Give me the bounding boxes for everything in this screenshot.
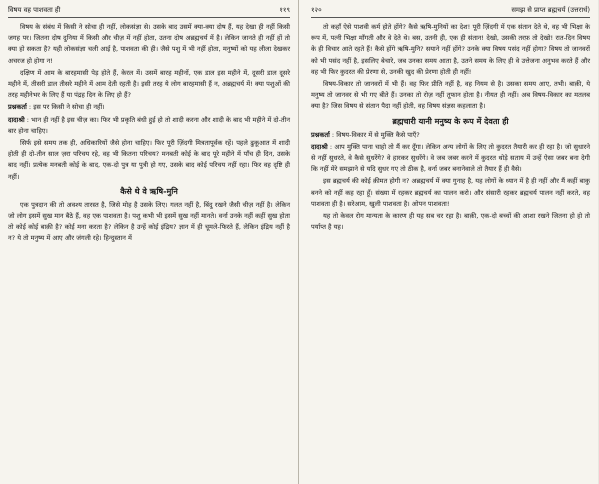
speaker-colon: : (26, 103, 34, 112)
left-page (0, 0, 299, 484)
speaker-label: दादाश्री (8, 115, 25, 124)
dialogue-paragraph (311, 130, 590, 141)
left-header-title: विषय वह पाशवता ही (8, 6, 61, 14)
right-page-header (311, 6, 590, 18)
body-paragraph: विषय-विकार तो जानवरों में भी हैं। वह फिर प्रीति नहीं है, वह नियम से है। उसका समय आए, तभी। बाक़ी, ये मनुष्य तो जानवर से भी गए बीते हैं। उनका तो रोज़ नहीं तूफान होता है। नीयत ही नहीं। अब विषय-विकार का मतलब क्या है? जिस विषय से संतान पैदा नहीं होती, वह विषय संज्ञस कहलाता है। (311, 80, 590, 111)
dialogue-text: इस पर किसी ने सोचा ही नहीं। (33, 103, 105, 112)
left-page-body (8, 22, 290, 245)
dialogue-paragraph (311, 142, 590, 176)
right-header-title: समझ से प्राप्त ब्रह्मचर्य (उत्तरार्ध) (511, 6, 590, 14)
speaker-label: दादाश्री (311, 142, 328, 151)
speaker-label: प्रश्नकर्ता (311, 130, 330, 139)
body-paragraph: विषय के संबंध में किसी ने सोचा ही नहीं, लोकसंज्ञा से। उसके बाद उसमें क्या-क्या दोष हैं, यह देखा ही नहीं किसी जगह पर। जितना दोष दुनिया में किसी और चीज़ में नहीं होता, उतना दोष अब्रह्मचर्य में है। लेकिन जानते ही नहीं हों तो क्या हो सकता है? यही लोकसंज्ञा चली आई है, पाशवता की ही। जैसे पशु में भी नहीं होता, मनुष्यों को यह लीला देखकर अचरज हो होगा न! (8, 23, 290, 65)
dialogue-paragraph (8, 102, 290, 113)
body-paragraph: तो कहाँ ऐसे पाशवी कर्म होते होंगे? कैसे ऋषि-मुनियों का देश! पूरी ज़िंदगी में एक संतान देते थे, वह भी भिक्षा के रूप में, पत्नी भिक्षा माँगती और वे देते थे। बस, उतनी ही, एक ही संतान! देखो, उसकी तरफ़ तो देखो! रात-दिन विषय के ही विचार आते रहते हैं! कैसे होंगे ऋषि-मुनि? सयाने नहीं होंगे? उनके क्या विषय पसंद नहीं होगा? विषय तो जानवरों को भी पसंद नहीं है, इसलिए बेचारे, जब उनका समय आता है, उतने समय के लिए ही वे उत्तेजना अनुभव करते हैं और वह भी फिर कुदरत की प्रेरणा से, उनकी खुद की प्रेरणा होती ही नहीं! (311, 23, 590, 76)
right-page-body (311, 22, 590, 233)
speaker-colon: : (24, 115, 32, 124)
speaker-colon: : (329, 130, 337, 139)
body-paragraph: दक्षिण में आम के बारहमासी पेड़ होते हैं, केरल में। उसमें बारह महीनों, एक डाल इस महीने में, दूसरी डाल दूसरे महीने में, तीसरी डाल तीसरे महीने में आम देती रहती है। इसी तरह ये लोग बारहमासी हैं न, अब्रह्मचर्य में! क्या पशुओं की तरह महीनेभर के लिए हैं या पंद्रह दिन के लिए हो हैं? (8, 68, 290, 100)
section-heading: कैसे थे वे ऋषि-मुनि (120, 186, 178, 196)
right-page-number: १२० (311, 6, 322, 14)
dialogue-paragraph (8, 115, 290, 137)
body-paragraph: इस ब्रह्मचर्य की कोई क़ीमत होगी न? अब्रह्मचर्य में क्या गुनाह है, यह लोगों के ध्यान में है ही नहीं और मैं कहीं बाकु बनने को नहीं कह रहा हूँ। संख्या में रहकर ब्रह्मचर्य का पालन करो। और संसारी रहकर ब्रह्मचर्य पालन नहीं करते, वह पाशवता ही है। सरेआम, खुली पाशवता है। ओपन पाशवता! (311, 177, 590, 208)
dialogue-text: विषय-विकार में से मुक्ति कैसे पाएँ? (336, 130, 420, 139)
body-paragraph: सिर्फ इसे समय तक ही, अधिकारियों जैसे होना चाहिए। फिर पूरी ज़िंदगी मित्रतापूर्वक रहें। पहले ढुकूआत में शादी होती ही दो-तीन साल ज़रा परिचय रहे, वह भी कितना परिचय? मनबती कोई के बाद पूरे महीने में पाँच ही दिन, उसके बाद नहीं। प्रत्येक मनबती कोई के बाद, एक-दो पुत्र या पुत्री हो गए, उसके बाद कोई परिचय नहीं रहा। फिर वह दृष्टि ही नहीं। (8, 139, 290, 181)
dialogue-text: भान ही नहीं है इस चीज़ का। फिर भी प्रकृति बंधी हुई हो तो शादी करना और शादी के बाद भी महीने में दो-तीन बार होना चाहिए। (8, 115, 290, 135)
speaker-label: प्रश्नकर्ता (8, 103, 27, 112)
speaker-colon: : (327, 142, 335, 151)
body-paragraph: एक पुत्रदान की तो अवश्य तारस्त है, जिसे मोह है उसके लिए। गलत नहीं है, बिंदु रखने जैसी चीज़ नहीं है। लेकिन जो लोग इसमें सुख मान बैठे हैं, वह एक पाशवता है। पशु कभी भी इसमें सुख नहीं मानते। वर्ना उनके नहीं कहीं सुख होता तो कोई कोई बाक़ी है? कोई मना करता है? लेकिन है उन्हें कोई इंद्रिय? ज्ञान में ही चूमले-फिरते हैं, लेकिन इंद्रिय नहीं है न? ये तो मनुष्य में आए और जंगली रहे। हिन्दुस्तान में (8, 200, 290, 243)
body-paragraph: यह तो केवल रोग मान्यता के कारण ही यह सब चर रहा है। बाक़ी, एक-दो बच्चों की आशा रखने जितना हो हो तो पर्याप्त है यह। (311, 212, 590, 232)
dialogue-text: आप मुक्ति पाना चाहो तो मैं कर दूँगा। लेकिन अन्य लोगों के लिए तो कुदरत तैयारी कर ही रहा है। जो सुधारने से नहीं सुधरते, वे कैसे सुधरेंगे? वे हारकर सुधरेंगे। वे जब जबर करने में कुदरत थोड़े सताय में उन्हें ऐसा जबर बना देगी कि नहीं मेरे समझाने से यदि सुधर गए तो ठीक है, वर्ना जबर बनानेवाले तो तैयार हैं ही वैसे। (311, 142, 590, 174)
section-heading: ब्रह्मचारी यानी मनुष्य के रूप में देवता ही (392, 116, 509, 126)
right-page (299, 0, 598, 484)
left-page-number: ११९ (279, 6, 290, 14)
left-page-header (8, 6, 290, 18)
